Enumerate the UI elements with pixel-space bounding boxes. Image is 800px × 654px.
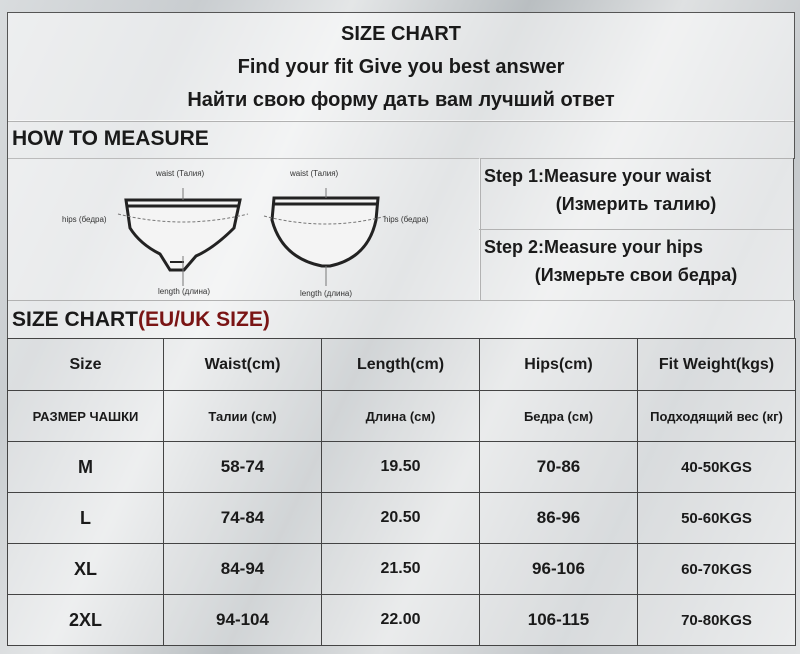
size-cell: M [8, 442, 164, 493]
length-cell: 20.50 [322, 493, 480, 544]
table-row [8, 442, 796, 493]
waist-label-left: waist (Талия) [156, 169, 205, 178]
weight-cell: 70-80KGS [638, 595, 796, 646]
weight-cell: 40-50KGS [638, 442, 796, 493]
header-cell: РАЗМЕР ЧАШКИ [8, 391, 164, 442]
size-cell: L [8, 493, 164, 544]
length-label-right: length (длина) [300, 289, 353, 298]
waist-cell: 84-94 [164, 544, 322, 595]
size-chart-bar [7, 300, 795, 339]
briefs-diagram [8, 158, 480, 300]
waist-label-right: waist (Талия) [290, 169, 339, 178]
briefs-front-illustration [118, 188, 248, 286]
hips-cell: 70-86 [480, 442, 638, 493]
table-row [8, 595, 796, 646]
header-cell: Подходящий вес (кг) [638, 391, 796, 442]
step-2-text: Step 2:Measure your hips [484, 237, 704, 257]
table-header-row-english [8, 339, 796, 391]
hips-cell: 106-115 [480, 595, 638, 646]
header-cell: Hips(cm) [480, 339, 638, 391]
weight-cell: 60-70KGS [638, 544, 796, 595]
page-title: SIZE CHART [341, 23, 461, 45]
hips-label-right: hips (бедра) [384, 215, 429, 224]
size-chart-title [12, 308, 270, 332]
table-header-row-russian [8, 391, 796, 442]
size-cell: XL [8, 544, 164, 595]
step-2-panel [479, 229, 794, 301]
header-panel [7, 12, 795, 122]
briefs-back-illustration [264, 188, 386, 286]
hips-cell: 86-96 [480, 493, 638, 544]
length-label-left: length (длина) [158, 287, 211, 296]
how-to-measure-title: HOW TO MEASURE [12, 127, 209, 150]
waist-cell: 94-104 [164, 595, 322, 646]
size-chart-title-accent: (EU/UK SIZE) [138, 308, 270, 331]
subtitle-english: Find your fit Give you best answer [237, 56, 565, 78]
step-1-panel [479, 158, 794, 230]
how-to-measure-bar [7, 120, 795, 159]
header-cell: Length(cm) [322, 339, 480, 391]
table-row [8, 544, 796, 595]
waist-cell: 58-74 [164, 442, 322, 493]
size-table [7, 338, 796, 646]
header-cell: Бедра (см) [480, 391, 638, 442]
hips-cell: 96-106 [480, 544, 638, 595]
hips-label-left: hips (бедра) [62, 215, 107, 224]
header-cell: Size [8, 339, 164, 391]
header-cell: Waist(cm) [164, 339, 322, 391]
weight-cell: 50-60KGS [638, 493, 796, 544]
size-cell: 2XL [8, 595, 164, 646]
size-chart-title-main: SIZE CHART [12, 308, 138, 331]
header-cell: Талии (см) [164, 391, 322, 442]
step-1-text: Step 1:Measure your waist [484, 166, 712, 186]
header-cell: Fit Weight(kgs) [638, 339, 796, 391]
step-2-translation: (Измерьте свои бедра) [534, 265, 738, 285]
table-row [8, 493, 796, 544]
waist-cell: 74-84 [164, 493, 322, 544]
step-1-translation: (Измерить талию) [555, 194, 717, 214]
header-cell: Длина (см) [322, 391, 480, 442]
measure-diagram-panel [7, 158, 481, 301]
subtitle-russian: Найти свою форму дать вам лучший ответ [187, 89, 615, 111]
length-cell: 22.00 [322, 595, 480, 646]
length-cell: 19.50 [322, 442, 480, 493]
length-cell: 21.50 [322, 544, 480, 595]
